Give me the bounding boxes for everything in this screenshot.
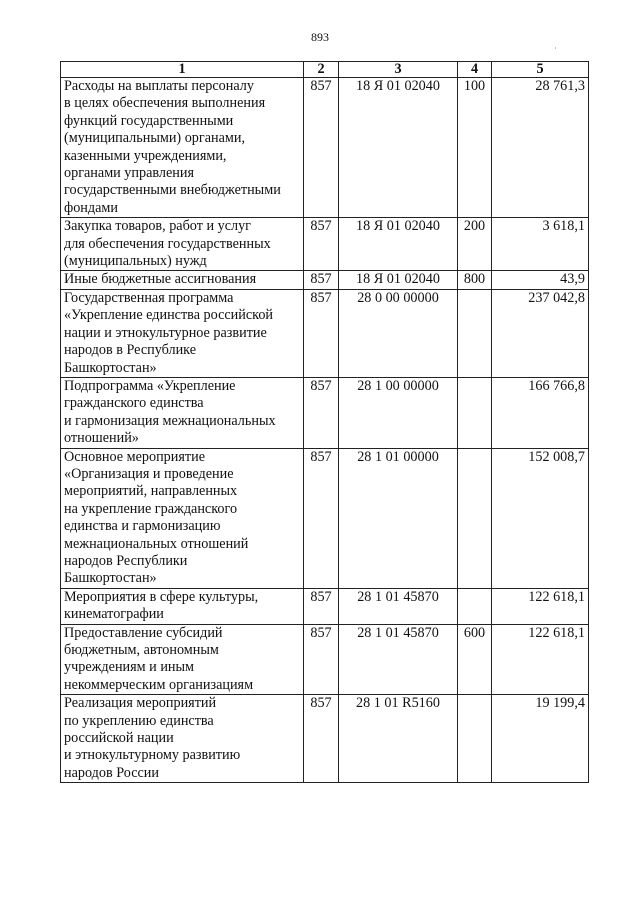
row-csr: 18 Я 01 02040 (339, 218, 458, 271)
table-row (61, 289, 589, 377)
row-name-text: Основное мероприятие «Организация и проведение мероприятий, направленных на укрепление гражданского единства и гармонизацию межнациональных отношений народов Республики Башкортостан» (64, 448, 249, 587)
budget-table (60, 61, 589, 783)
table-row (61, 377, 589, 448)
row-sum: 43,9 (492, 271, 589, 289)
row-sum: 166 766,8 (492, 377, 589, 448)
row-name-text: Подпрограмма «Укрепление гражданского единства и гармонизация межнациональных отношений» (64, 377, 276, 447)
row-name-text: Иные бюджетные ассигнования (64, 271, 257, 288)
row-name-text: Расходы на выплаты персоналу в целях обеспечения выполнения функций государственными (муниципальными) органами, казенными учреждениями, органами управления государственными внебюджетными фондами (64, 78, 281, 216)
row-ved: 857 (304, 218, 339, 271)
table-row (61, 271, 589, 289)
row-ved: 857 (304, 695, 339, 783)
row-ved: 857 (304, 624, 339, 695)
table-header-row (61, 62, 589, 78)
scan-mark: · (554, 44, 557, 53)
row-sum: 152 008,7 (492, 448, 589, 588)
row-csr: 28 1 00 00000 (339, 377, 458, 448)
table-row (61, 78, 589, 218)
row-name (61, 78, 304, 218)
row-vr (458, 695, 492, 783)
row-csr: 28 1 01 R5160 (339, 695, 458, 783)
row-name (61, 271, 304, 289)
row-name-text: Предоставление субсидий бюджетным, автономным учреждениям и иным некоммерческим организациям (64, 624, 254, 693)
row-sum: 3 618,1 (492, 218, 589, 271)
table-row (61, 624, 589, 695)
table-row (61, 448, 589, 588)
row-vr: 800 (458, 271, 492, 289)
row-name (61, 695, 304, 783)
row-name-text: Закупка товаров, работ и услуг для обеспечения государственных (муниципальных) нужд (64, 218, 271, 270)
page-number: 893 (311, 30, 329, 44)
row-csr: 18 Я 01 02040 (339, 271, 458, 289)
row-sum: 122 618,1 (492, 624, 589, 695)
row-vr: 200 (458, 218, 492, 271)
row-ved: 857 (304, 588, 339, 624)
row-name (61, 448, 304, 588)
row-ved: 857 (304, 78, 339, 218)
table-row (61, 695, 589, 783)
header-vr: 4 (458, 62, 492, 78)
row-name (61, 624, 304, 695)
header-sum: 5 (492, 62, 589, 78)
row-name (61, 588, 304, 624)
row-csr: 18 Я 01 02040 (339, 78, 458, 218)
row-sum: 28 761,3 (492, 78, 589, 218)
row-name (61, 377, 304, 448)
row-sum: 19 199,4 (492, 695, 589, 783)
table-row (61, 218, 589, 271)
row-sum: 122 618,1 (492, 588, 589, 624)
row-ved: 857 (304, 377, 339, 448)
row-ved: 857 (304, 271, 339, 289)
row-csr: 28 1 01 00000 (339, 448, 458, 588)
header-csr: 3 (339, 62, 458, 78)
row-name-text: Государственная программа «Укрепление единства российской нации и этнокультурное развитие народов в Республике Башкортостан» (64, 289, 274, 376)
row-csr: 28 0 00 00000 (339, 289, 458, 377)
row-vr (458, 588, 492, 624)
row-sum: 237 042,8 (492, 289, 589, 377)
row-vr (458, 448, 492, 588)
row-name-text: Мероприятия в сфере культуры, кинематографии (64, 588, 259, 623)
row-name (61, 218, 304, 271)
row-name-text: Реализация мероприятий по укреплению единства российской нации и этнокультурному развитию народов России (64, 695, 241, 781)
row-csr: 28 1 01 45870 (339, 588, 458, 624)
row-ved: 857 (304, 448, 339, 588)
row-vr: 600 (458, 624, 492, 695)
row-csr: 28 1 01 45870 (339, 624, 458, 695)
table-row (61, 588, 589, 624)
header-name: 1 (61, 62, 304, 78)
row-vr (458, 377, 492, 448)
row-vr: 100 (458, 78, 492, 218)
header-ved: 2 (304, 62, 339, 78)
row-vr (458, 289, 492, 377)
row-ved: 857 (304, 289, 339, 377)
row-name (61, 289, 304, 377)
